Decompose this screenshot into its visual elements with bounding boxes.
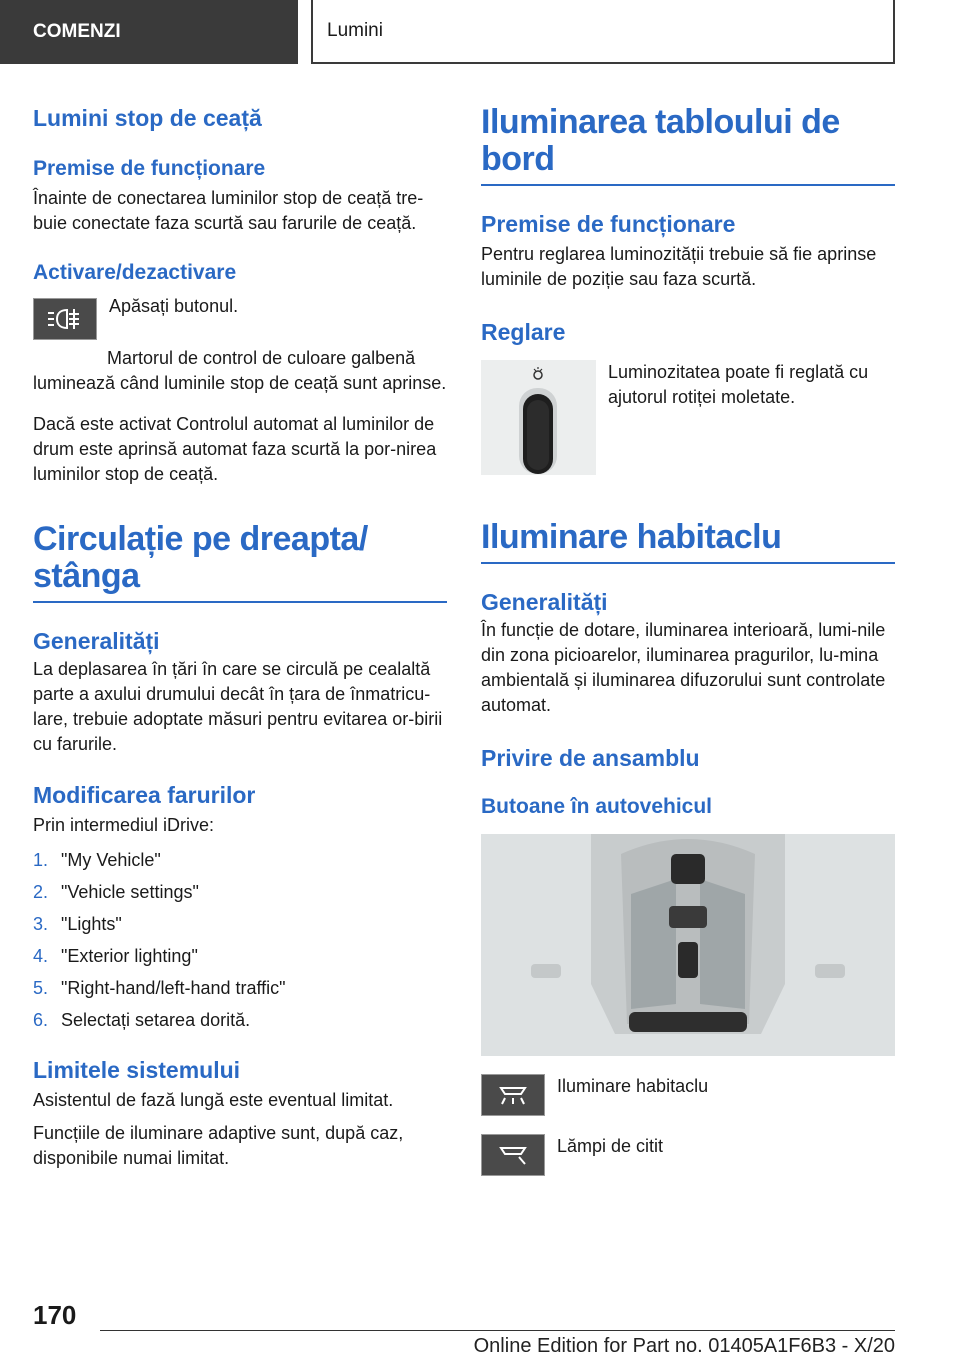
roof-console-image xyxy=(481,834,895,1056)
list-item: 2. "Vehicle settings" xyxy=(33,882,199,902)
limits-title: Limitele sistemului xyxy=(33,1057,241,1083)
chapter-tab xyxy=(311,0,895,64)
left-column xyxy=(33,100,447,1171)
list-item: 1. "My Vehicle" xyxy=(33,850,161,870)
dash-adj-title: Reglare xyxy=(481,319,566,345)
dash-req-text: Pentru reglarea luminozității trebuie să fie aprinse luminile de poziție sau faza scurtă. xyxy=(481,244,877,289)
fog-indicator-text: Martorul de control de culoare galbenă luminează când luminile stop de ceață sunt aprinse. xyxy=(33,348,447,393)
fog-req-title: Premise de funcționare xyxy=(33,157,266,180)
dash-title: Iluminarea tabloului de bord xyxy=(481,104,895,186)
interior-light-label: Iluminare habitaclu xyxy=(557,1076,709,1096)
limits-text-2: Funcțiile de iluminare adaptive sunt, după caz, disponibile numai limitat. xyxy=(33,1123,404,1168)
dimmer-block xyxy=(481,360,895,475)
fog-req-text: Înainte de conectarea luminilor stop de ceață tre-buie conectate faza scurtă sau farurile de ceață. xyxy=(33,188,424,233)
interior-gen-title: Generalități xyxy=(481,589,608,615)
headlight-mod-title: Modificarea farurilor xyxy=(33,782,256,808)
section-tab xyxy=(0,0,298,64)
fog-act-title: Activare/dezactivare xyxy=(33,261,237,284)
interior-gen-text: În funcție de dotare, iluminarea interioară, lumi-nile din zona picioarelor, iluminarea pragurilor, lu-mina ambientală și iluminarea difuzorului sunt controlate automat. xyxy=(481,620,886,715)
headlight-mod-intro: Prin intermediul iDrive: xyxy=(33,815,215,835)
limits-text-1: Asistentul de fază lungă este eventual limitat. xyxy=(33,1090,394,1110)
dimmer-wheel-image xyxy=(481,360,596,475)
reading-light-icon xyxy=(481,1134,545,1176)
section-title: COMENZI xyxy=(33,21,121,42)
idrive-steps xyxy=(33,844,447,1036)
list-item: 3. "Lights" xyxy=(33,914,122,934)
reading-light-label: Lămpi de citit xyxy=(557,1136,664,1156)
fog-auto-text: Dacă este activat Controlul automat al luminilor de drum este aprinsă automat faza scurtă la por-nirea luminilor stop de ceață. xyxy=(33,414,437,484)
fog-button-block xyxy=(33,294,447,340)
reading-light-item xyxy=(481,1134,895,1176)
list-item: 4. "Exterior lighting" xyxy=(33,946,198,966)
page-number: 170 xyxy=(33,1300,77,1330)
traffic-title: Circulație pe dreapta/ stânga xyxy=(33,521,447,603)
footer-divider xyxy=(100,1330,895,1331)
interior-light-icon xyxy=(481,1074,545,1116)
list-item: 6. Selectați setarea dorită. xyxy=(33,1010,251,1030)
edition-label: Online Edition for Part no. 01405A1F6B3 - X/20 xyxy=(473,1335,895,1357)
dash-req-title: Premise de funcționare xyxy=(481,211,736,237)
roof-console-photo xyxy=(481,834,895,1056)
fog-title: Lumini stop de ceață xyxy=(33,105,262,131)
right-column xyxy=(481,100,895,1176)
buttons-title: Butoane în autovehicul xyxy=(481,795,713,818)
fog-press-text: Apăsați butonul. xyxy=(109,296,239,316)
traffic-gen-text: La deplasarea în țări în care se circulă pe cealaltă parte a axului drumului decât în țara de înmatricu-lare, trebuie adoptate măsuri pentru evitarea or-birii cu farurile. xyxy=(33,659,443,754)
dash-adj-text: Luminozitatea poate fi reglată cu ajutorul rotiței moletate. xyxy=(608,362,869,407)
chapter-title: Lumini xyxy=(327,20,383,41)
list-item: 5. "Right-hand/left-hand traffic" xyxy=(33,978,286,998)
dimmer-wheel-icon xyxy=(481,360,596,475)
interior-title: Iluminare habitaclu xyxy=(481,519,895,564)
traffic-gen-title: Generalități xyxy=(33,628,160,654)
interior-light-item xyxy=(481,1074,895,1116)
fog-light-icon xyxy=(33,298,97,340)
overview-title: Privire de ansamblu xyxy=(481,745,700,771)
